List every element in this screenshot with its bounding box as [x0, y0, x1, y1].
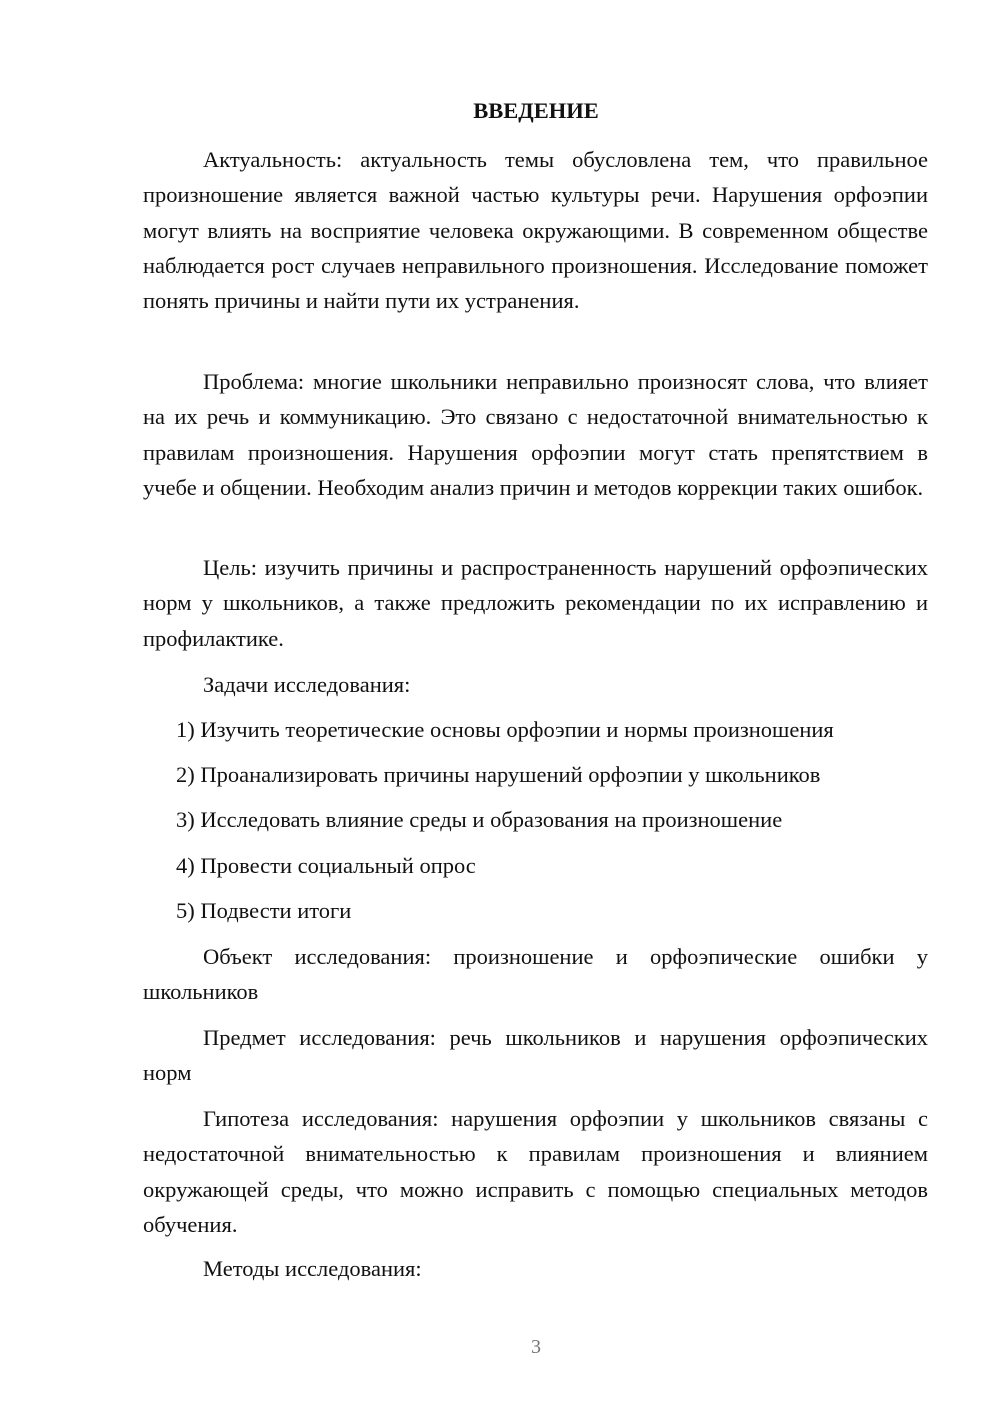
- relevance-paragraph: Актуальность: актуальность темы обусловлена тем, что правильное произношение является важной частью культуры речи. Нарушения орфоэпии могут влиять на восприятие человека окружающими. В современном обществе наблюдается рост случаев неправильного произношения. Исследование поможет понять причины и найти пути их устранения.: [143, 147, 928, 314]
- tasks-label: Задачи исследования:: [203, 672, 411, 697]
- methods-label-block: [143, 1251, 928, 1286]
- task-item-2: 2) Проанализировать причины нарушений орфоэпии у школьников: [176, 762, 821, 787]
- subject-paragraph: Предмет исследования: речь школьников и нарушения орфоэпических норм: [143, 1025, 928, 1086]
- page-title: ВВЕДЕНИЕ: [473, 98, 599, 123]
- goal-block: [143, 550, 928, 656]
- problem-block: [143, 364, 928, 505]
- page-number: 3: [531, 1336, 541, 1358]
- tasks-label-block: [143, 667, 928, 702]
- task-item-5: 5) Подвести итоги: [176, 898, 352, 923]
- object-paragraph: Объект исследования: произношение и орфоэпические ошибки у школьников: [143, 944, 928, 1005]
- task-item-3: 3) Исследовать влияние среды и образования на произношение: [176, 807, 783, 832]
- problem-paragraph: Проблема: многие школьники неправильно произносят слова, что влияет на их речь и коммуникацию. Это связано с недостаточной внимательностью к правилам произношения. Нарушения орфоэпии могут стать препятствием в учебе и общении. Необходим анализ причин и методов коррекции таких ошибок.: [143, 369, 928, 500]
- hypothesis-paragraph: Гипотеза исследования: нарушения орфоэпии у школьников связаны с недостаточной внимательностью к правилам произношения и влиянием окружающей среды, что можно исправить с помощью специальных методов обучения.: [143, 1106, 928, 1237]
- task-item-1: 1) Изучить теоретические основы орфоэпии и нормы произношения: [176, 717, 834, 742]
- methods-label: Методы исследования:: [203, 1256, 422, 1281]
- subject-block: [143, 1020, 928, 1091]
- hypothesis-block: [143, 1101, 928, 1242]
- goal-paragraph: Цель: изучить причины и распространенность нарушений орфоэпических норм у школьников, а также предложить рекомендации по их исправлению и профилактике.: [143, 555, 928, 651]
- task-item-4: 4) Провести социальный опрос: [176, 853, 476, 878]
- relevance-block: [143, 142, 928, 318]
- object-block: [143, 939, 928, 1010]
